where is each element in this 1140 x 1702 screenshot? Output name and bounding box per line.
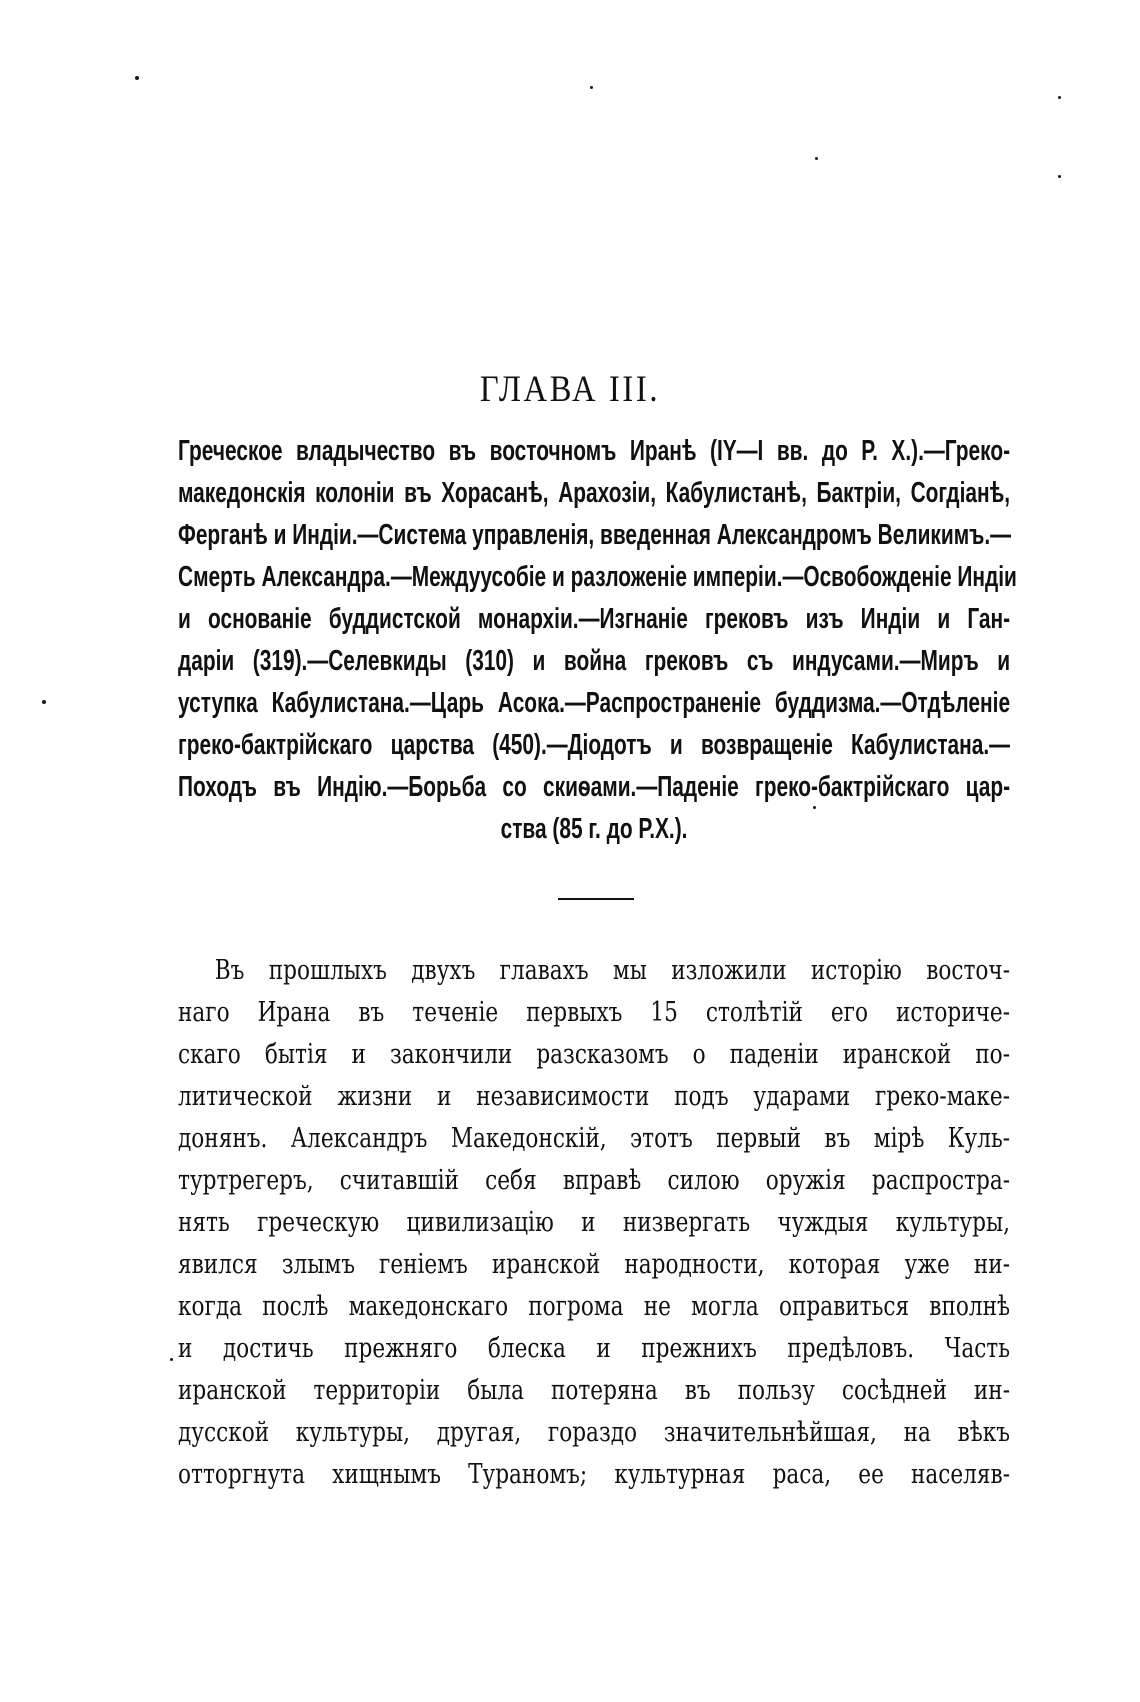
body-line: донянъ. Александръ Македонскій, этотъ первый въ мірѣ Куль- — [178, 1123, 1010, 1154]
body-line: отторгнута хищнымъ Тураномъ; культурная раса, ее населяв- — [178, 1459, 1010, 1490]
ink-speck — [815, 157, 818, 160]
body-line: наго Ирана въ теченіе первыхъ 15 столѣтій его историче- — [178, 997, 1010, 1028]
summary-line: даріи (319).—Селевкиды (310) и война грековъ съ индусами.—Миръ и — [178, 645, 1011, 677]
ink-speck — [1058, 96, 1061, 99]
body-line: туртрегеръ, считавшій себя вправѣ силою оружія распростра- — [178, 1165, 1010, 1196]
chapter-summary — [178, 430, 1017, 850]
section-divider — [558, 898, 634, 900]
summary-line: Греческое владычество въ восточномъ Иранѣ (IY—I вв. до Р. X.).—Греко- — [178, 435, 1011, 467]
body-line: литической жизни и независимости подъ ударами греко-маке- — [178, 1081, 1010, 1112]
summary-line: Походъ въ Индію.—Борьба со скиѳами.—Паденіе греко-бактрійскаго цар- — [178, 771, 1011, 803]
summary-line: и основаніе буддистской монархіи.—Изгнаніе грековъ изъ Индіи и Ган- — [178, 603, 1011, 635]
body-line: явился злымъ геніемъ иранской народности, которая уже ни- — [178, 1249, 1010, 1280]
body-line: дусской культуры, другая, гораздо значительнѣйшая, на вѣкъ — [178, 1417, 1010, 1448]
summary-line: Смерть Александра.—Междуусобіе и разложеніе имперіи.—Освобожденіе Индіи — [178, 561, 1017, 593]
summary-line: македонскія колоніи въ Хорасанѣ, Арахозіи, Кабулистанѣ, Бактріи, Согдіанѣ, — [178, 477, 1011, 509]
body-line: и достичь прежняго блеска и прежнихъ предѣловъ. Часть — [178, 1333, 1010, 1364]
ink-speck — [1058, 175, 1061, 178]
summary-line: уступка Кабулистана.—Царь Асока.—Распространеніе буддизма.—Отдѣленіе — [178, 687, 1011, 719]
summary-line: ства (85 г. до Р.X.). — [500, 813, 688, 845]
body-line: скаго бытія и закончили разсказомъ о паденіи иранской по- — [178, 1039, 1010, 1070]
summary-line: Ферганѣ и Индіи.—Система управленія, введенная Александромъ Великимъ.— — [178, 519, 1012, 551]
ink-speck — [42, 700, 46, 704]
ink-speck — [590, 86, 593, 89]
ink-speck — [135, 76, 139, 80]
body-line: когда послѣ македонскаго погрома не могла оправиться вполнѣ — [178, 1291, 1010, 1322]
body-line: Въ прошлыхъ двухъ главахъ мы изложили исторію восточ- — [214, 955, 1011, 986]
body-paragraph — [178, 950, 1010, 1496]
chapter-title: ГЛАВА III. — [479, 369, 661, 410]
ink-speck — [170, 1358, 173, 1361]
body-line: иранской территоріи была потеряна въ пользу сосѣдней ин- — [178, 1375, 1010, 1406]
body-line: нять греческую цивилизацію и низвергать чуждыя культуры, — [178, 1207, 1010, 1238]
summary-line: греко-бактрійскаго царства (450).—Діодотъ и возвращеніе Кабулистана.— — [178, 729, 1011, 761]
